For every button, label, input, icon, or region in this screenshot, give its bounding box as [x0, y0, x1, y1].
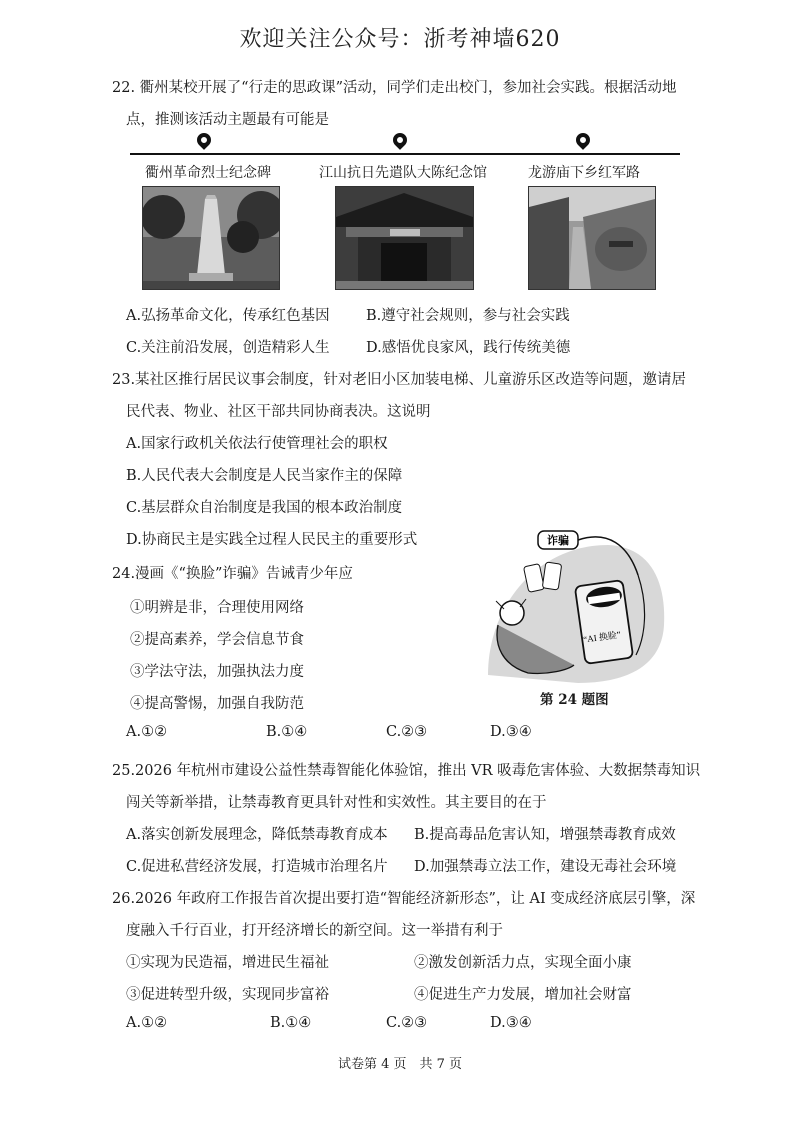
location-pin-icon [576, 133, 590, 155]
q26-stem-line1: 26.2026 年政府工作报告首次提出要打造“智能经济新形态”，让 AI 变成经济底层引擎，深 [112, 891, 696, 907]
q26-item-3: ③促进转型升级，实现同步富裕 [126, 987, 329, 1003]
q26-item-2: ②激发创新活力点，实现全面小康 [414, 955, 632, 971]
q24-item-2: ②提高素养，学会信息节食 [130, 632, 304, 648]
q26-option-d[interactable]: D.③④ [490, 1015, 532, 1031]
location-pin-icon [393, 133, 407, 155]
memorial-hall-photo [335, 186, 474, 290]
location-pin-icon [197, 133, 211, 155]
monument-photo [142, 186, 280, 290]
q23-option-d[interactable]: D.协商民主是实践全过程人民民主的重要形式 [126, 532, 418, 548]
comic-sign-text: 诈骗 [547, 535, 569, 547]
q26-item-4: ④促进生产力发展，增加社会财富 [414, 987, 632, 1003]
q26-item-1: ①实现为民造福，增进民生福祉 [126, 955, 329, 971]
red-army-road-photo [528, 186, 656, 290]
q26-option-c[interactable]: C.②③ [386, 1015, 428, 1031]
q25-option-a[interactable]: A.落实创新发展理念，降低禁毒教育成本 [126, 827, 388, 843]
q23-option-a[interactable]: A.国家行政机关依法行使管理社会的职权 [126, 436, 388, 452]
place-label-2: 江山抗日先遣队大陈纪念馆 [319, 165, 487, 181]
q26-stem-line2: 度融入千行百业，打开经济增长的新空间。这一举措有利于 [126, 923, 503, 939]
q23-stem-line2: 民代表、物业、社区干部共同协商表决。这说明 [126, 404, 431, 420]
q24-option-b[interactable]: B.①④ [266, 724, 308, 740]
q22-stem-line1: 22. 衢州某校开展了“行走的思政课”活动，同学们走出校门，参加社会实践。根据活动地 [112, 80, 677, 96]
q22-option-c[interactable]: C.关注前沿发展，创造精彩人生 [126, 340, 330, 356]
q24-stem: 24.漫画《“换脸”诈骗》告诫青少年应 [112, 566, 353, 582]
q24-item-1: ①明辨是非，合理使用网络 [130, 600, 304, 616]
q23-option-b[interactable]: B.人民代表大会制度是人民当家作主的保障 [126, 468, 403, 484]
q25-option-c[interactable]: C.促进私营经济发展，打造城市治理名片 [126, 859, 388, 875]
q23-stem-line1: 23.某社区推行居民议事会制度，针对老旧小区加装电梯、儿童游乐区改造等问题，邀请居 [112, 372, 687, 388]
q24-option-c[interactable]: C.②③ [386, 724, 428, 740]
q25-option-d[interactable]: D.加强禁毒立法工作，建设无毒社会环境 [414, 859, 677, 875]
q25-stem-line1: 25.2026 年杭州市建设公益性禁毒智能化体验馆，推出 VR 吸毒危害体验、大数据禁毒知识 [112, 763, 701, 779]
page-header: 欢迎关注公众号：浙考神墙620 [239, 27, 561, 52]
q24-figure-caption: 第 24 题图 [540, 692, 609, 708]
place-label-1: 衢州革命烈士纪念碑 [145, 165, 271, 181]
q22-option-b[interactable]: B.遵守社会规则，参与社会实践 [366, 308, 570, 324]
q24-item-3: ③学法守法，加强执法力度 [130, 664, 304, 680]
q22-option-a[interactable]: A.弘扬革命文化，传承红色基因 [126, 308, 330, 324]
q25-option-b[interactable]: B.提高毒品危害认知，增强禁毒教育成效 [414, 827, 676, 843]
q22-option-d[interactable]: D.感悟优良家风，践行传统美德 [366, 340, 571, 356]
q24-option-d[interactable]: D.③④ [490, 724, 532, 740]
face-swap-fraud-comic [478, 525, 668, 685]
q22-stem-line2: 点，推测该活动主题最有可能是 [126, 112, 329, 128]
q24-item-4: ④提高警惕，加强自我防范 [130, 696, 304, 712]
comic-phone-label: “AI 换脸” [582, 629, 622, 645]
q26-option-b[interactable]: B.①④ [270, 1015, 312, 1031]
q25-stem-line2: 闯关等新举措，让禁毒教育更具针对性和实效性。其主要目的在于 [126, 795, 547, 811]
place-label-3: 龙游庙下乡红军路 [528, 165, 640, 181]
q23-option-c[interactable]: C.基层群众自治制度是我国的根本政治制度 [126, 500, 403, 516]
q24-option-a[interactable]: A.①② [126, 724, 168, 740]
q26-option-a[interactable]: A.①② [126, 1015, 168, 1031]
page-footer: 试卷第 4 页 共 7 页 [337, 1057, 463, 1072]
